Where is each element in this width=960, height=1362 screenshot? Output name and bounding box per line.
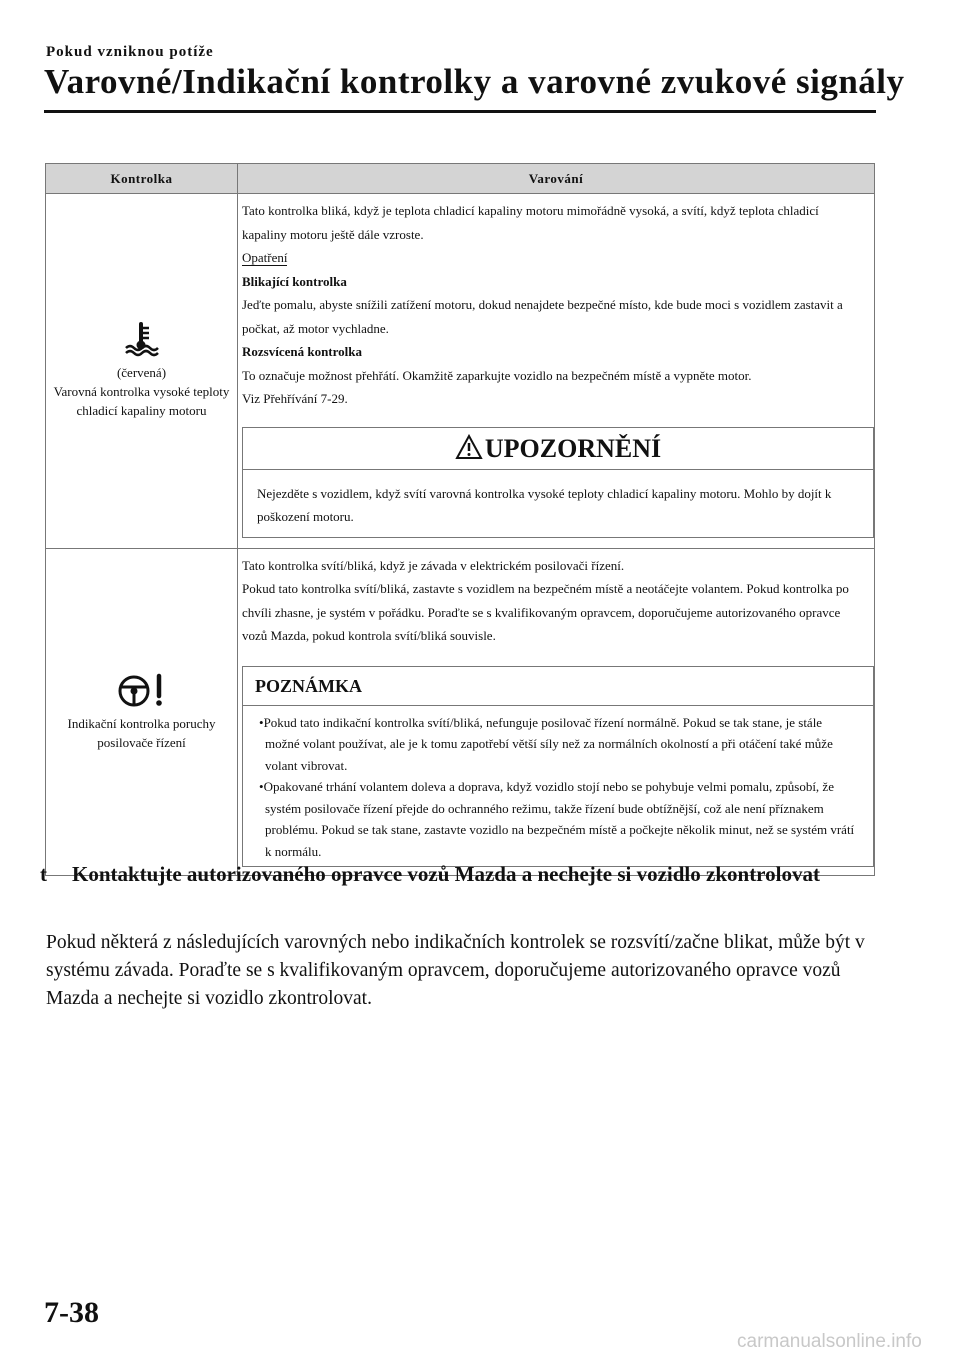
table-row [46, 194, 875, 549]
caution-title: UPOZORNĚNÍ [484, 433, 662, 463]
page-number: 7-38 [44, 1296, 99, 1329]
lamp-name-line2: posilovače řízení [97, 734, 186, 750]
caution-header [243, 428, 873, 470]
warning-lights-table [45, 163, 875, 876]
warning-instructions: Pokud tato kontrolka svítí/bliká, zastavte s vozidlem na bezpečném místě a neotáčejte volantem. Pokud kontrolka po chvíli zhasne, je systém v pořádku. Poraďte se s kvalifikovaným opravcem, doporučujeme autorizovaného opravce vozů Mazda, pokud kontrola svítí/bliká souvisle. [242, 581, 849, 643]
section-label: Pokud vzniknou potíže [46, 44, 214, 60]
note-body [243, 706, 873, 867]
warning-cell [238, 548, 875, 876]
lamp-name-line2: chladicí kapaliny motoru [76, 403, 207, 419]
lamp-name-line1: Indikační kontrolka poruchy [67, 715, 216, 731]
see-also-reference: Viz Přehřívání 7-29. [242, 391, 348, 406]
lamp-cell [46, 548, 238, 876]
body-paragraph: Pokud některá z následujících varovných nebo indikačních kontrolek se rozsvítí/začne blikat, může být v systému závada. Poraďte se s kvalifikovaným opravcem, doporučujeme autorizovaného opravce vozů Mazda a nechejte si vozidlo zkontrolovat. [46, 932, 865, 1009]
column-header-warning: Varování [238, 164, 875, 194]
page-title: Varovné/Indikační kontrolky a varovné zvukové signály [44, 62, 905, 101]
warning-description: Tato kontrolka bliká, když je teplota chladicí kapaliny motoru mimořádně vysoká, a svítí, když teplota chladicí kapaliny motoru ještě dále vzroste. [242, 203, 819, 242]
warning-description: Tato kontrolka svítí/bliká, když je závada v elektrickém posilovači řízení. [242, 557, 625, 573]
table-row [46, 548, 875, 876]
measure-heading: Opatření [242, 250, 288, 265]
blinking-heading: Blikající kontrolka [242, 273, 347, 289]
coolant-temperature-icon [122, 321, 162, 357]
watermark: carmanualsonline.info [737, 1331, 922, 1352]
title-divider [44, 110, 876, 113]
warning-cell [238, 194, 875, 549]
section-marker: t [40, 862, 47, 886]
caution-box [242, 427, 874, 538]
subsection-title: Kontaktujte autorizovaného opravce vozů Mazda a nechejte si vozidlo zkontrolovat [72, 862, 820, 886]
lamp-cell [46, 194, 238, 549]
lamp-color-label: (červená) [116, 365, 167, 381]
lit-heading: Rozsvícená kontrolka [242, 344, 363, 359]
note-item: •Opakované trhání volantem doleva a doprava, když vozidlo stojí nebo se pohybuje velmi pomalu, způsobí, že systém posilovače řízení přejde do ochranného režimu, takže řízení bude obtížnější, což ale není příznakem problému. Pokud se tak stane, zastavte vozidlo na bezpečném místě a počkejte několik minut, než se systém vrátí k normálu. [259, 779, 855, 859]
note-box [242, 666, 874, 868]
warning-triangle-icon [455, 434, 483, 460]
column-header-lamp: Kontrolka [46, 164, 238, 194]
lamp-name-line1: Varovná kontrolka vysoké teploty [53, 384, 230, 400]
caution-text: Nejezděte s vozidlem, když svítí varovná kontrolka vysoké teploty chladicí kapaliny motoru. Mohlo by dojít k poškození motoru. [257, 485, 832, 524]
note-title: POZNÁMKA [243, 667, 873, 706]
lit-text: To označuje možnost přehřátí. Okamžitě zaparkujte vozidlo na bezpečném místě a vypněte motor. [242, 367, 752, 383]
power-steering-malfunction-icon [115, 672, 169, 708]
table-header-row [46, 164, 875, 194]
note-item: •Pokud tato indikační kontrolka svítí/bliká, nefunguje posilovač řízení normálně. Pokud se tak stane, je stále možné volant používat, ale je k tomu zapotřebí větší síly než za normálních okolností a při otáčení také může volant vibrovat. [259, 714, 833, 773]
subsection-heading [40, 860, 864, 888]
blinking-text: Jeďte pomalu, abyste snížili zatížení motoru, dokud nenajdete bezpečné místo, kde bude moci s vozidlem zastavit a počkat, až motor vychladne. [242, 297, 843, 336]
